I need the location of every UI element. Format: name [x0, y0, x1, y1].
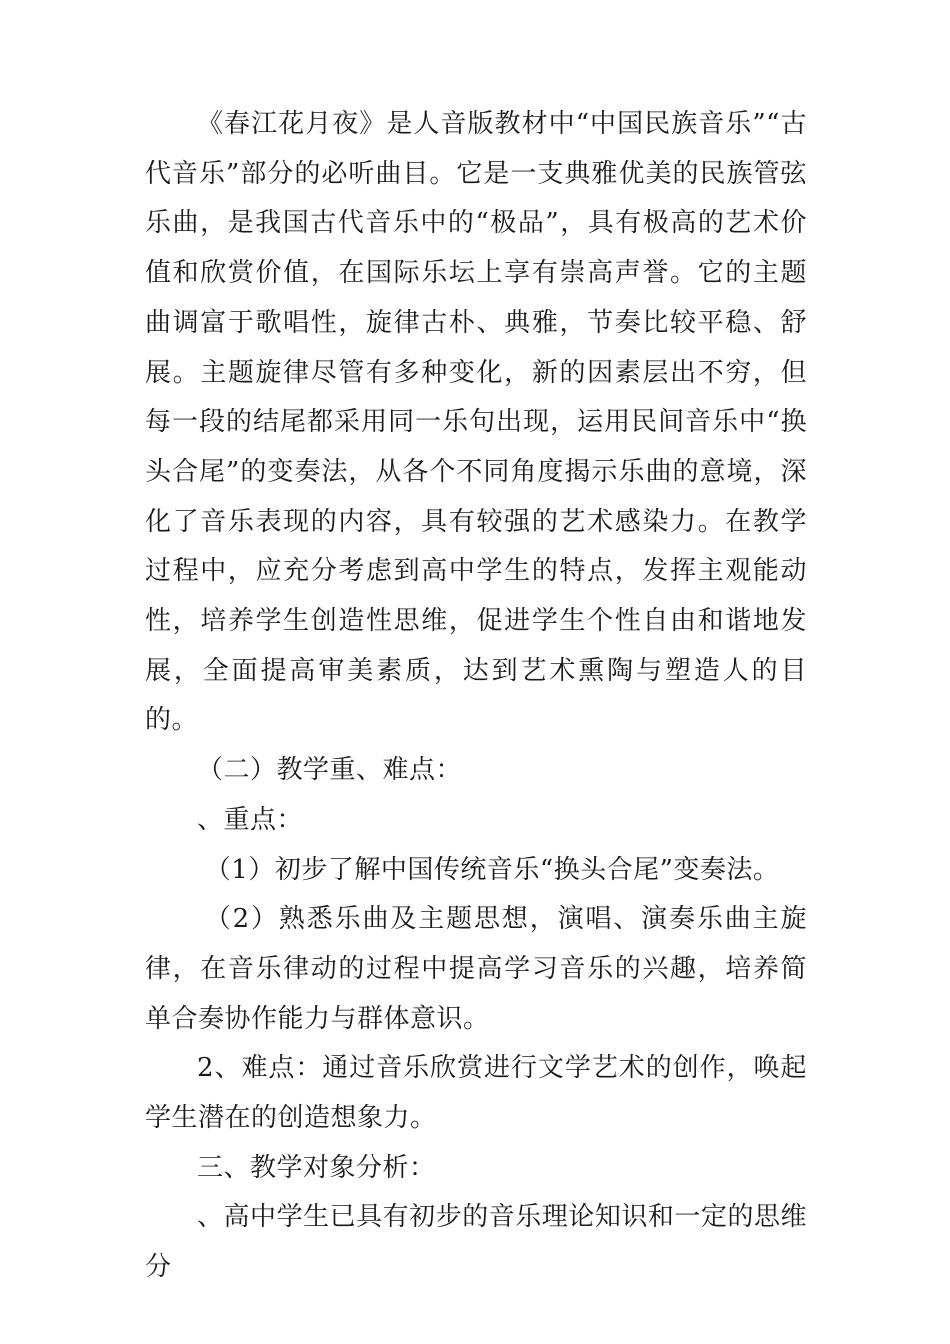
heading-key-difficult-points: （二）教学重、难点：	[197, 755, 463, 786]
paragraph-intro: 《春江花月夜》是人音版教材中“中国民族音乐”“古代音乐”部分的必听曲目。它是一支典雅优美的民族管弦乐曲，是我国古代音乐中的“极品”，具有极高的艺术价值和欣赏价值，在国际乐坛上享有崇高声誉。它的主题曲调富于歌唱性，旋律古朴、典雅，节奏比较平稳、舒展。主题旋律尽管有多种变化，新的因素层出不穷，但每一段的结尾都采用同一乐句出现，运用民间音乐中“换头合尾”的变奏法，从各个不同角度揭示乐曲的意境，深化了音乐表现的内容，具有较强的艺术感染力。在教学过程中，应充分考虑到高中学生的特点，发挥主观能动性，培养学生创造性思维，促进学生个性自由和谐地发展，全面提高审美素质，达到艺术熏陶与塑造人的目的。	[145, 109, 807, 736]
key-point-1: （1）初步了解中国传统音乐“换头合尾”变奏法。	[204, 854, 780, 885]
heading-key-points: 、重点：	[197, 804, 304, 835]
key-point-2: （2）熟悉乐曲及主题思想，演唱、演奏乐曲主旋律，在音乐律动的过程中提高学习音乐的兴趣，培养简单合奏协作能力与群体意识。	[145, 904, 807, 1034]
heading-student-analysis: 三、教学对象分析：	[197, 1152, 436, 1183]
paragraph-student-analysis: 、高中学生已具有初步的音乐理论知识和一定的思维分	[145, 1202, 807, 1283]
difficult-point: 2、难点：通过音乐欣赏进行文学艺术的创作，唤起学生潜在的创造想象力。	[145, 1053, 807, 1134]
document-body	[145, 100, 807, 1293]
